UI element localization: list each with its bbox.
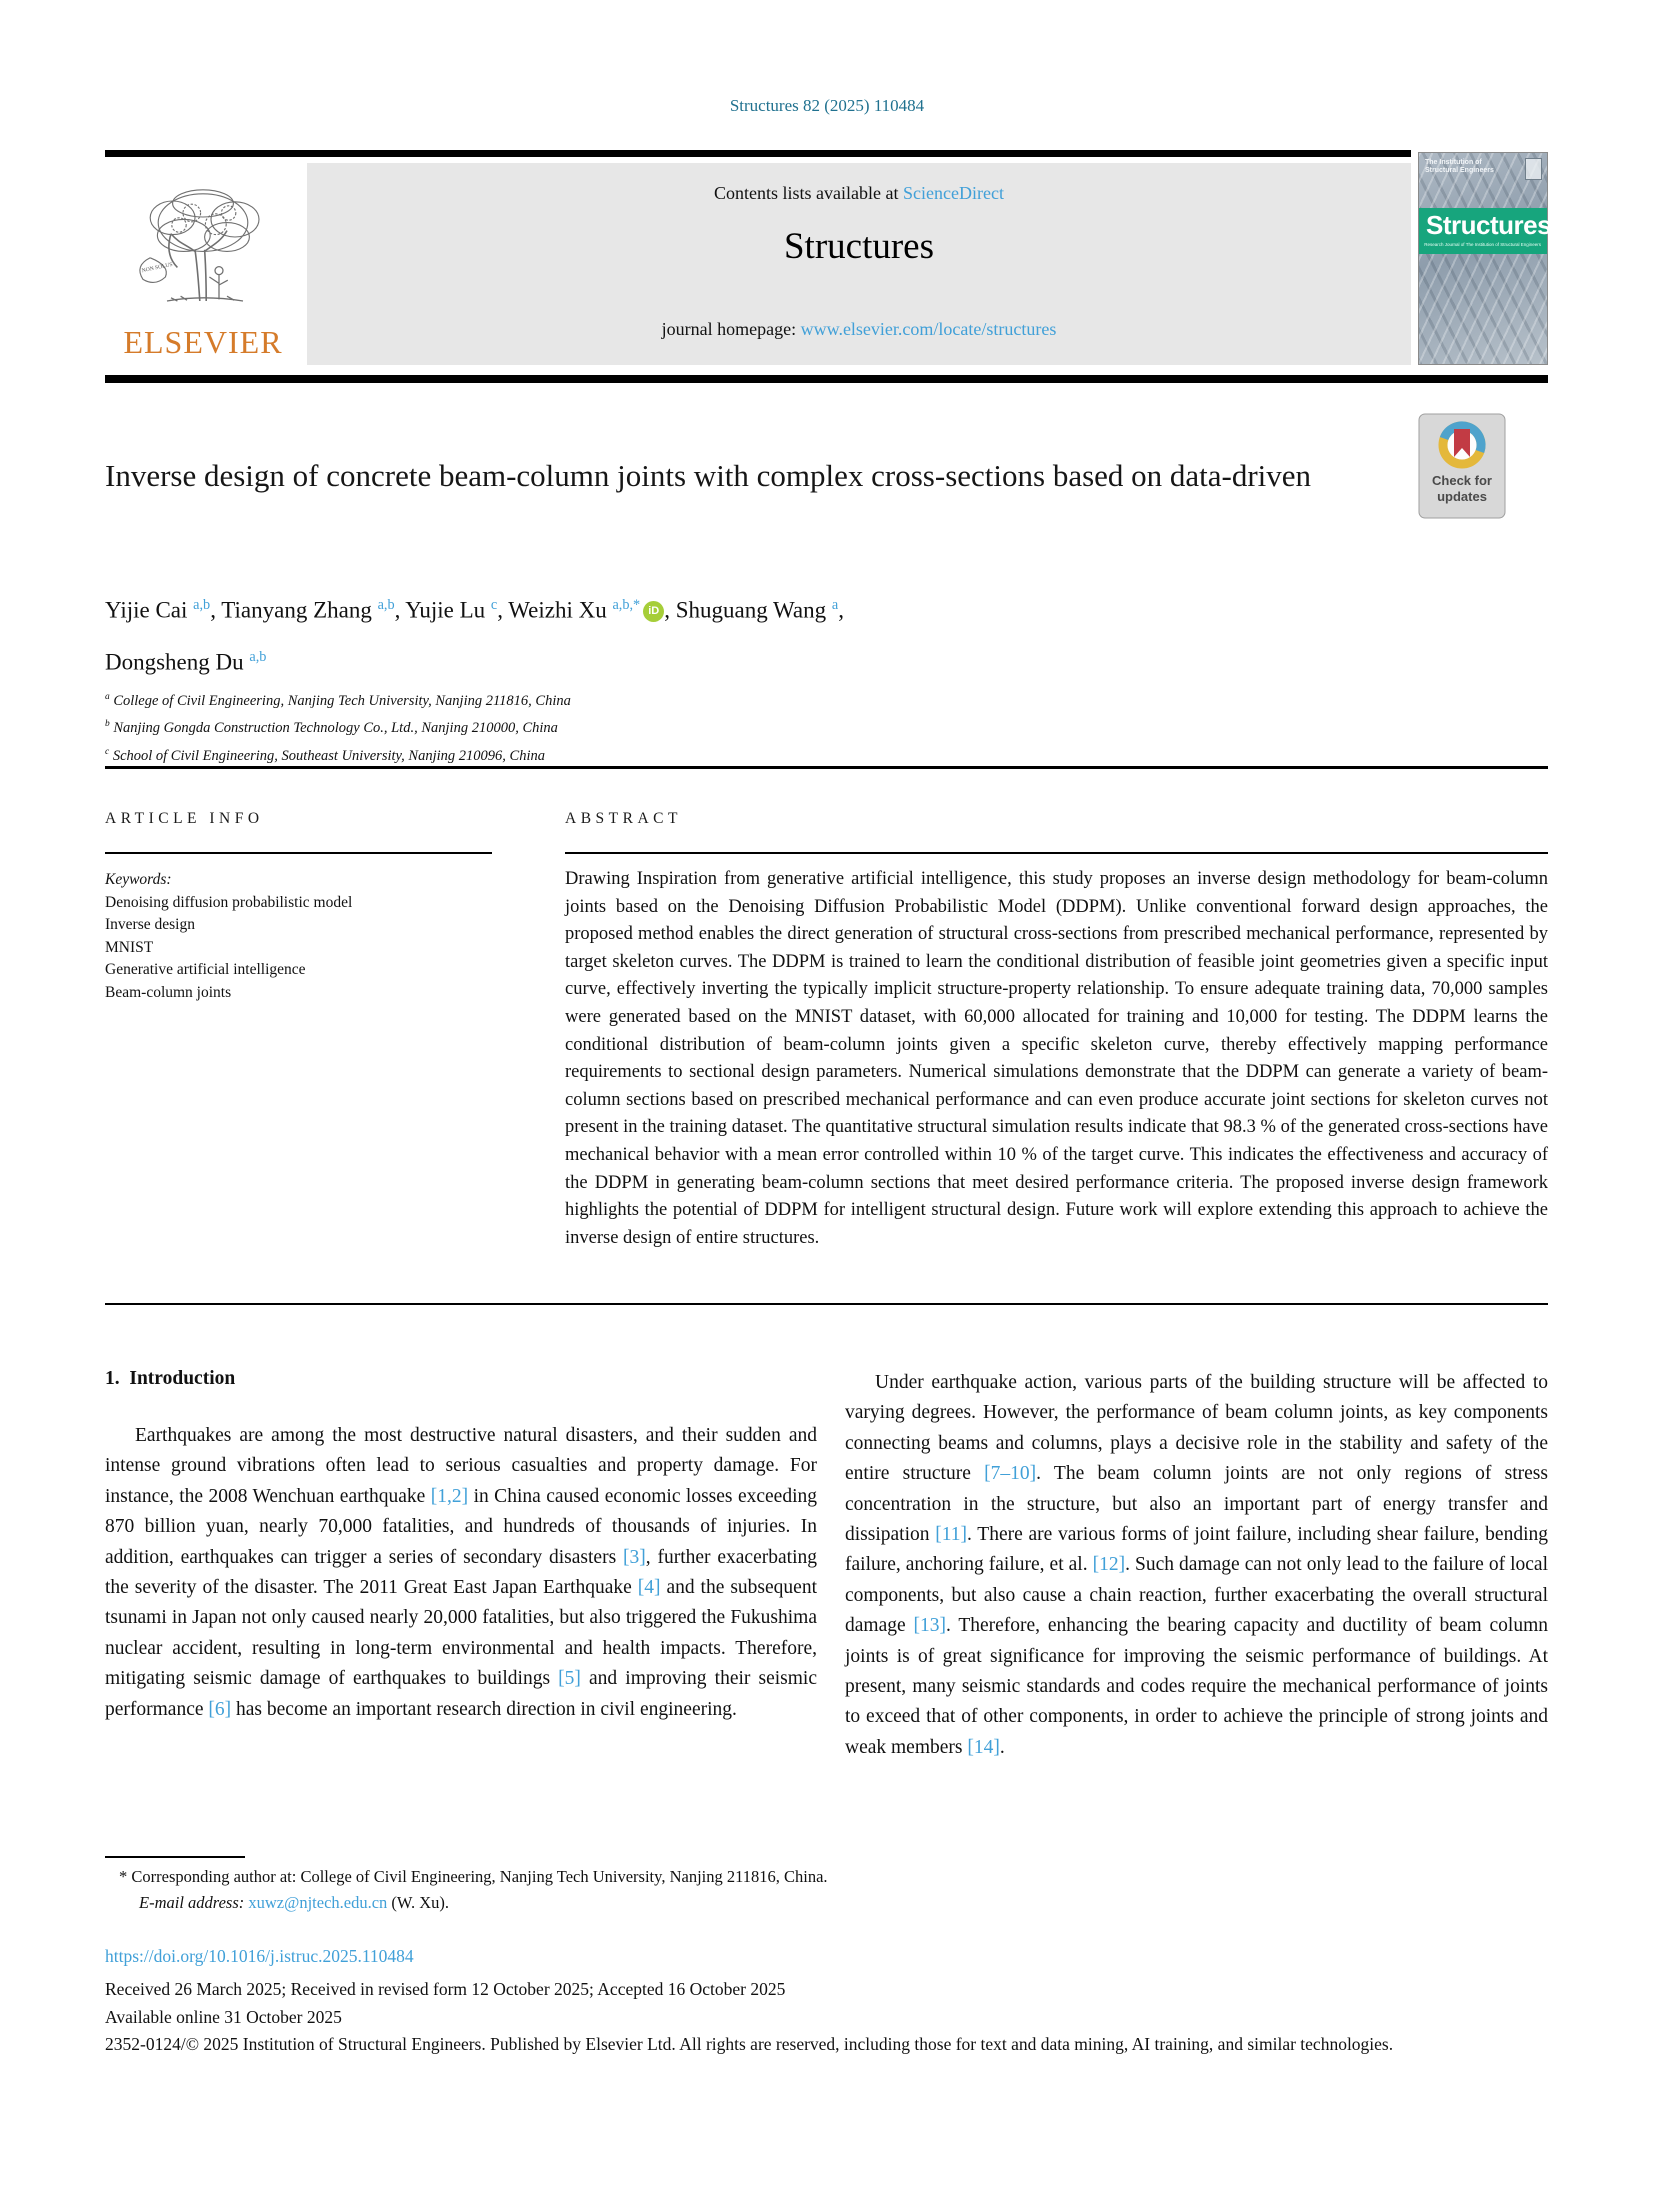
check-for-updates-label: Check for updates [1432,473,1492,504]
elsevier-tree-icon [123,166,283,324]
available-online: Available online 31 October 2025 [105,2006,342,2027]
journal-header-box [307,163,1411,365]
divider-rule [105,766,1548,769]
keywords-block [105,869,535,1004]
keyword-item: Denoising diffusion probabilistic model [105,893,353,911]
article-info-heading: ARTICLE INFO [105,810,264,827]
elsevier-wordmark: ELSEVIER [123,324,283,360]
received-dates: Received 26 March 2025; Received in revised form 12 October 2025; Accepted 16 October 2025 [105,1979,786,1999]
section-divider-rule [105,1303,1548,1305]
corresponding-author-footnote [105,1864,885,1916]
contents-prefix: Contents lists available at [714,183,903,203]
footnote-rule [105,1856,245,1858]
author-list: Yijie Cai $^{a,b}$, Tianyang Zhang $^{a,b}$, Yujie Lu $^c$, Weizhi Xu $^{a,b,*}$ iD , Shuguang Wang $^a$, Dongsheng Du $^{a,b}$ [105,597,844,675]
citation-link[interactable]: [6] [208,1698,232,1720]
journal-title: Structures [783,226,935,267]
homepage-link[interactable]: www.elsevier.com/locate/structures [800,319,1057,339]
footnote-line: * Corresponding author at: College of Civil Engineering, Nanjing Tech University, Nanjing 211816, China. [119,1867,828,1886]
journal-cover [1418,152,1552,365]
author-affiliation-ref[interactable]: a,b [193,597,211,613]
keyword-item: Generative artificial intelligence [105,961,306,978]
intro-right-column [845,1368,1548,1763]
homepage-prefix: journal homepage: [661,319,801,339]
abstract-heading: ABSTRACT [565,810,682,827]
orcid-icon[interactable]: iD [643,601,664,622]
affiliation-line: $^c$ School of Civil Engineering, Southeast University, Nanjing 210096, China [105,746,545,764]
keyword-item: Beam-column joints [105,983,232,1001]
homepage-line [307,319,1411,340]
citation-link[interactable]: [3] [623,1546,646,1568]
cover-title: Structures [1426,210,1552,240]
author-affiliation-ref[interactable]: a [831,597,839,613]
copyright-line: 2352-0124/© 2025 Institution of Structural Engineers. Published by Elsevier Ltd. All rights are reserved, including those for text and data mining, AI training, and similar technologies. [105,2034,1394,2054]
footer-meta [105,1976,1548,2059]
cover-title-band [1419,208,1552,254]
header-rule-top [105,150,1411,157]
affiliation-line: $^b$ Nanjing Gongda Construction Technology Co., Ltd., Nanjing 210000, China [105,719,558,737]
article-title: Inverse design of concrete beam-column joints with complex cross-sections based on data-driven [105,458,1312,493]
sciencedirect-link[interactable]: ScienceDirect [903,183,1004,203]
email-link[interactable]: xuwz@njtech.edu.cn [248,1893,388,1912]
abstract-text: Drawing Inspiration from generative artificial intelligence, this study proposes an inverse design methodology for beam-column joints based on the Denoising Diffusion Probabilistic Model (DDPM). Unlike conventional forward design approaches, the proposed method enables the direct generation of structural cross-sections from prescribed mechanical performance, represented by target skeleton curves. The DDPM is trained to learn the conditional distribution of feasible joint geometries given a specific input curve, effectively inverting the typically implicit structure-property relationship. To ensure adequate training data, 70,000 samples were generated based on the MNIST dataset, with 60,000 allocated for training and 10,000 for testing. The DDPM learns the conditional distribution of beam-column joints given a specific skeleton curve, thereby effectively mapping performance requirements to sectional design parameters. Numerical simulations demonstrate that the DDPM can generate a variety of beam-column sections based on prescribed mechanical performance and can even produce accurate joint sections for skeleton curves not present in the training dataset. The quantitative structural simulation results indicate that 98.3 % of the generated cross-sections have mechanical behavior with a mean error controlled within 10 % of the target curve. This indicates the effectiveness and accuracy of the DDPM in generating beam-column sections that meet desired performance criteria. The proposed inverse design framework highlights the potential of DDPM for intelligent structural design. Future work will explore extending this approach to achieve the inverse design of entire structures. [565,869,1548,1248]
citation-link[interactable]: [11] [935,1524,968,1546]
citation-link[interactable]: [1,2] [430,1485,469,1507]
citation-link[interactable]: [13] [913,1615,946,1637]
citation-link[interactable]: [4] [637,1577,661,1599]
contents-line [307,183,1411,204]
intro-paragraph: Earthquakes are among the most destructive natural disasters, and their sudden and intense ground vibrations often lead to serious casualties and property damage. For instance, the 2008 Wenchuan earthquake [1,2] in China caused economic losses exceeding 870 billion yuan, nearly 70,000 fatalities, and hundreds of thousands of injuries. In addition, earthquakes can trigger a series of secondary disasters [3], further exacerbating the severity of the disaster. The 2011 Great East Japan Earthquake [4] and the subsequent tsunami in Japan not only caused nearly 20,000 fatalities, but also triggered the Fukushima nuclear accident, resulting in long-term environmental and health impacts. Therefore, mitigating seismic damage of earthquakes to buildings [5] and improving their seismic performance [6] has become an important research direction in civil engineering. [105,1425,817,1720]
doi-link[interactable]: https://doi.org/10.1016/j.istruc.2025.110484 [105,1946,414,1966]
author-affiliation-ref[interactable]: a,b [249,648,267,665]
footnote-email-line: E-mail address: xuwz@njtech.edu.cn (W. Xu). [139,1893,450,1912]
affiliations [105,686,571,768]
ise-logo-icon [1525,158,1542,180]
journal-reference: Structures 82 (2025) 110484 [729,96,925,115]
abstract-rule [565,852,1548,854]
author-affiliation-ref[interactable]: c [490,597,498,613]
header-rule-bottom [105,375,1548,383]
keywords-list [105,892,535,1005]
check-for-updates-badge[interactable] [1418,413,1506,519]
citation-link[interactable]: [7–10] [984,1463,1037,1485]
introduction-heading: 1. Introduction [105,1368,236,1389]
author-affiliation-ref[interactable]: a,b [377,597,395,613]
cover-publisher: The Institution of Structural Engineers [1425,159,1494,174]
affiliation-line: $^a$ College of Civil Engineering, Nanjing Tech University, Nanjing 211816, China [105,692,571,709]
citation-link[interactable]: [5] [558,1668,581,1690]
svg-text:NON SOLUS: NON SOLUS [141,261,174,275]
cover-tagline: Research Journal of The Institution of Structural Engineers [1424,242,1541,247]
citation-link[interactable]: [14] [967,1736,1000,1758]
elsevier-logo [105,166,301,365]
keyword-item: MNIST [105,938,154,956]
intro-left-column [105,1421,817,1725]
author-affiliation-ref[interactable]: a,b,* [612,597,641,613]
citation-link[interactable]: [12] [1092,1554,1126,1576]
keywords-label: Keywords: [105,871,172,888]
keyword-item: Inverse design [105,916,195,933]
intro-paragraph: Under earthquake action, various parts of the building structure will be affected to varying degrees. However, the performance of beam column joints, as key components connecting beams and columns, plays a decisive role in the stability and safety of the entire structure [7–10]. The beam column joints are not only regions of stress concentration in the structure, but also an important part of energy transfer and dissipation [11]. There are various forms of joint failure, including shear failure, bending failure, anchoring failure, et al. [12]. Such damage can not only lead to the failure of local components, but also cause a chain reaction, further exacerbating the overall structural damage [13]. Therefore, enhancing the bearing capacity and ductility of beam column joints is of great significance for improving the seismic performance of buildings. At present, many seismic standards and codes require the mechanical performance of joints to exceed that of other components, in order to achieve the principle of strong joints and weak members [14]. [845,1372,1548,1758]
article-info-rule [105,852,492,854]
